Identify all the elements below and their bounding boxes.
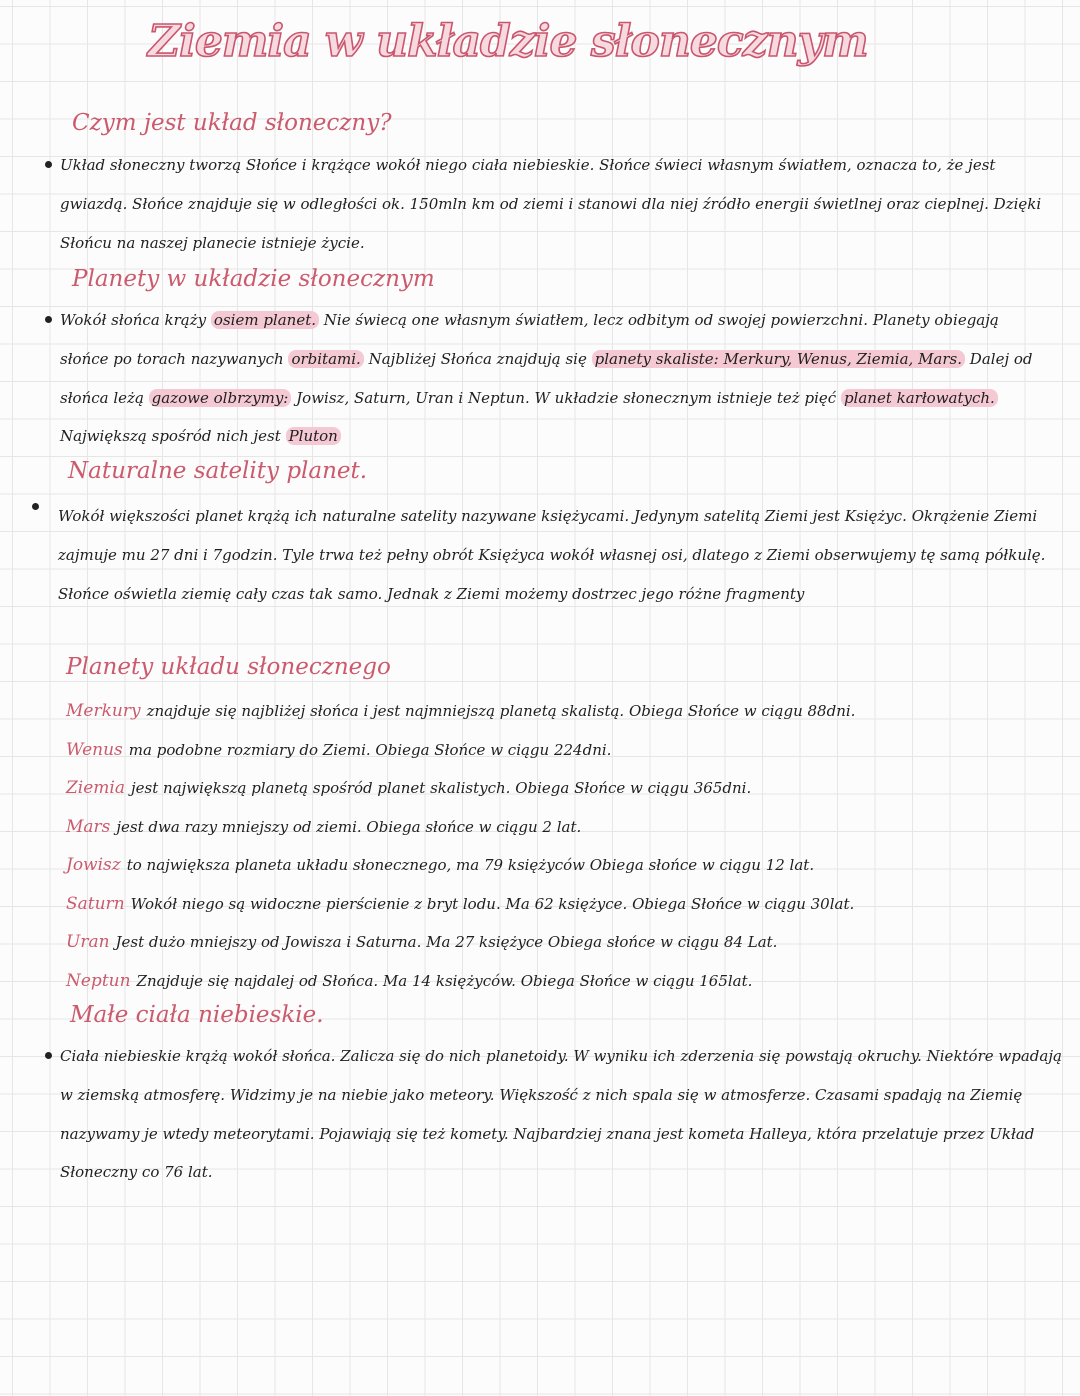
highlight: planet karłowatych.	[841, 389, 998, 407]
planet-description: ma podobne rozmiary do Ziemi. Obiega Słońce w ciągu 224dni.	[128, 740, 612, 759]
text-span: Jowisz, Saturn, Uran i Neptun. W układzie słonecznym istnieje też pięć	[296, 388, 837, 407]
planet-description: Wokół niego są widoczne pierścienie z bryt lodu. Ma 62 księżyce. Obiega Słońce w ciągu 30lat.	[130, 894, 855, 913]
text-span: Największą spośród nich jest	[60, 427, 281, 446]
planet-entry	[66, 769, 1050, 807]
planet-name: Mars	[66, 816, 111, 837]
planet-entry	[66, 808, 1050, 846]
planet-description: znajduje się najbliżej słońca i jest najmniejszą planetą skalistą. Obiega Słońce w ciągu 88dni.	[146, 702, 856, 720]
text-span: Nie świecą one własnym światłem, lecz odbitym od swojej powierzchni. Planety obiegają słońce po torach nazywanych	[60, 311, 999, 368]
highlight: osiem planet.	[211, 311, 319, 329]
planet-description: jest największą planetą spośród planet skalistych. Obiega Słońce w ciągu 365dni.	[131, 779, 752, 797]
highlight: orbitami.	[288, 350, 363, 368]
text-span: Wokół słońca krąży	[60, 311, 207, 329]
heading-natural-satellites: Naturalne satelity planet.	[68, 458, 368, 484]
planet-description: to największa planeta układu słonecznego, ma 79 księżyców Obiega słońce w ciągu 12 lat.	[126, 856, 815, 874]
planet-name: Jowisz	[66, 855, 121, 875]
planet-name: Uran	[66, 932, 110, 952]
highlight: planety skaliste: Merkury, Wenus, Ziemia, Mars.	[592, 350, 965, 368]
highlight: gazowe olbrzymy:	[149, 389, 292, 407]
text-span: Dalej od słońca leżą	[60, 349, 1033, 407]
planet-name: Merkury	[66, 701, 141, 721]
paragraph-satellites: Wokół większości planet krążą ich naturalne satelity nazywane księżycami. Jedynym satelitą Ziemi jest Księżyc. Okrążenie Ziemi zajmuje mu 27 dni i 7godzin. Tyle trwa też pełny obrót Księżyca wokół własnej osi, dlatego z Ziemi obserwujemy tę samą półkulę. Słońce oświetla ziemię cały czas tak samo. Jednak z Ziemi możemy dostrzec jego różne fragmenty	[58, 507, 1046, 603]
planet-name: Wenus	[66, 739, 123, 760]
bullet-point	[32, 503, 39, 510]
heading-what-is-solar-system: Czym jest układ słoneczny?	[72, 110, 392, 136]
planet-name: Ziemia	[66, 778, 126, 798]
paragraph-solar-system: Układ słoneczny tworzą Słońce i krążące wokół niego ciała niebieskie. Słońce świeci własnym światłem, oznacza to, że jest gwiazdą. Słońce znajduje się w odległości ok. 150mln km od ziemi i stanowi dla niej źródło energii świetlnej oraz cieplnej. Dzięki Słońcu na naszej planecie istnieje życie.	[60, 156, 1042, 252]
planet-name: Neptun	[66, 970, 131, 991]
text-span: Najbliżej Słońca znajdują się	[368, 349, 587, 368]
page-title: Ziemia w układzie słonecznym	[148, 16, 868, 67]
planet-name: Saturn	[66, 893, 125, 914]
planet-entry	[66, 923, 1050, 961]
planet-description: jest dwa razy mniejszy od ziemi. Obiega słońce w ciągu 2 lat.	[116, 817, 582, 836]
bullet-point	[45, 316, 52, 323]
planet-description: Jest dużo mniejszy od Jowisza i Saturna. Ma 27 księżyce Obiega słońce w ciągu 84 Lat.	[115, 933, 778, 951]
bullet-point	[45, 161, 52, 168]
planet-entry	[66, 846, 1050, 884]
heading-small-bodies: Małe ciała niebieskie.	[70, 1002, 324, 1028]
heading-planets-of-system: Planety układu słonecznego	[66, 654, 391, 680]
planet-entry	[66, 731, 1050, 769]
bullet-point	[45, 1052, 52, 1059]
planet-description: Znajduje się najdalej od Słońca. Ma 14 księżyców. Obiega Słońce w ciągu 165lat.	[136, 971, 753, 990]
planet-entry	[66, 962, 1050, 1000]
planet-entry	[66, 885, 1050, 923]
highlight: Pluton	[286, 427, 341, 445]
paragraph-planets	[60, 301, 1048, 456]
heading-planets-in-system: Planety w układzie słonecznym	[72, 266, 435, 292]
paragraph-small-bodies: Ciała niebieskie krążą wokół słońca. Zalicza się do nich planetoidy. W wyniku ich zderzenia się powstają okruchy. Niektóre wpadają w ziemską atmosferę. Widzimy je na niebie jako meteory. Większość z nich spala się w atmosferze. Czasami spadają na Ziemię nazywamy je wtedy meteorytami. Pojawiają się też komety. Najbardziej znana jest kometa Halleya, która przelatuje przez Układ Słoneczny co 76 lat.	[60, 1047, 1062, 1182]
planet-entry	[66, 692, 1050, 730]
